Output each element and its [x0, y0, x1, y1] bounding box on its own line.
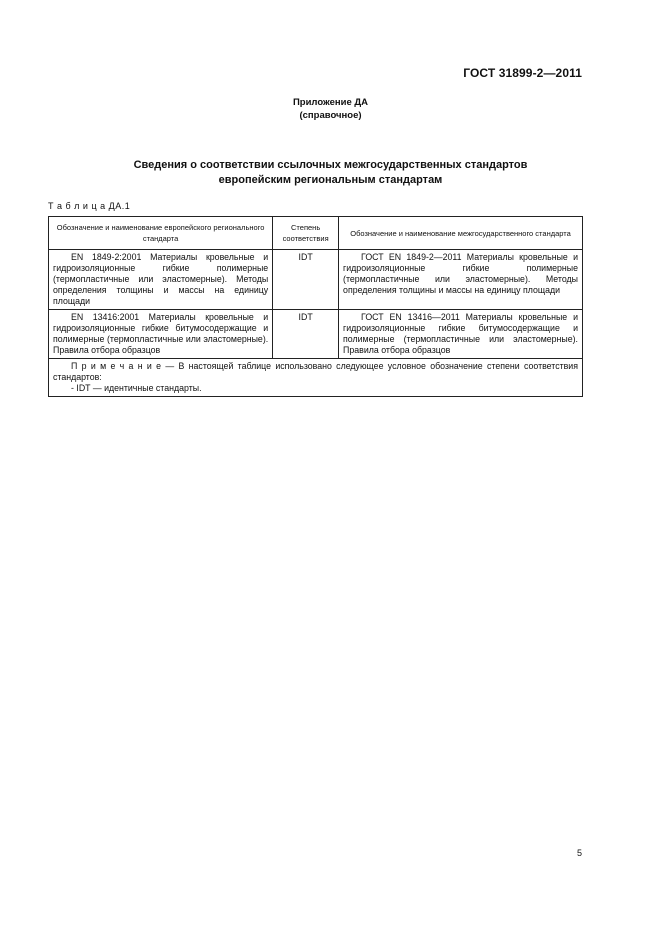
- cell-interstate-standard: ГОСТ EN 13416—2011 Материалы кровельные и гидроизоляционные гибкие битумосодержащие и полимерные (термопластичные или эластомерные). Правила отбора образцов: [339, 310, 583, 359]
- section-title-line2: европейским региональным стандартам: [218, 174, 443, 186]
- table-label: Т а б л и ц а ДА.1: [48, 201, 131, 211]
- cell-degree: IDT: [273, 310, 339, 359]
- header-interstate-standard: Обозначение и наименование межгосударственного стандарта: [339, 217, 583, 250]
- table-row: [49, 310, 583, 359]
- table-row: [49, 250, 583, 310]
- note-prefix: П р и м е ч а н и е: [71, 361, 162, 371]
- section-title: [0, 158, 661, 188]
- note-body: — В настоящей таблице использовано следующее условное обозначение степени соответствия стандартов:: [53, 361, 578, 382]
- header-european-standard: Обозначение и наименование европейского регионального стандарта: [49, 217, 273, 250]
- cell-european-standard: EN 13416:2001 Материалы кровельные и гидроизоляционные гибкие битумосодержащие и полимерные (термопластичные или эластомерные). Правила отбора образцов: [49, 310, 273, 359]
- note-text: [53, 361, 578, 383]
- section-title-line1: Сведения о соответствии ссылочных межгосударственных стандартов: [133, 159, 528, 171]
- cell-degree: IDT: [273, 250, 339, 310]
- table-header-row: [49, 217, 583, 250]
- table-note-row: [49, 359, 583, 397]
- cell-interstate-standard: ГОСТ EN 1849-2—2011 Материалы кровельные и гидроизоляционные гибкие полимерные (термопластичные или эластомерные). Методы определения толщины и массы на единицу площади: [339, 250, 583, 310]
- table-note: [49, 359, 583, 397]
- cell-european-standard: EN 1849-2:2001 Материалы кровельные и гидроизоляционные гибкие полимерные (термопластичные или эластомерные). Методы определения толщины и массы на единицу площади: [49, 250, 273, 310]
- document-code: ГОСТ 31899-2—2011: [463, 66, 582, 80]
- appendix-subtitle: (справочное): [299, 110, 362, 121]
- page-number: 5: [576, 848, 582, 858]
- appendix-heading: [0, 96, 661, 122]
- correspondence-table: [48, 216, 583, 397]
- header-degree: Степень соответствия: [273, 217, 339, 250]
- note-item: - IDT — идентичные стандарты.: [71, 383, 202, 393]
- appendix-title: Приложение ДА: [292, 97, 369, 108]
